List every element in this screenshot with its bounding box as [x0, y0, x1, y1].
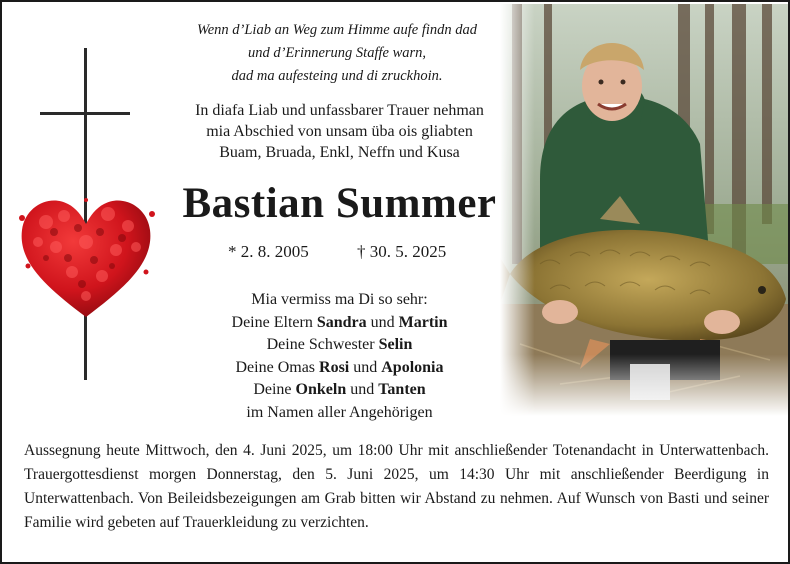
mourners-list	[152, 289, 527, 424]
mourners-closing: im Namen aller Angehörigen	[246, 403, 433, 421]
intro-text	[152, 100, 527, 163]
mourner-line	[152, 334, 527, 357]
mourner-conjunction: und	[346, 381, 379, 398]
mourners-intro: Mia vermiss ma Di so sehr:	[251, 291, 428, 308]
death-date: † 30. 5. 2025	[357, 242, 447, 261]
mourner-name: Sandra	[316, 313, 367, 331]
poem-line: Wenn d’Liab an Weg zum Himme aufe findn dad	[196, 22, 478, 38]
mourner-prefix: Deine Omas	[235, 358, 320, 376]
intro-line: Buam, Bruada, Enkl, Neffn und Kusa	[219, 144, 460, 161]
service-announcement: Aussegnung heute Mittwoch, den 4. Juni 2025, um 18:00 Uhr mit anschließender Totenandacht in Unterwattenbach. Trauergottesdienst morgen Donnerstag, den 5. Juni 2025, um 14:30 Uhr mit anschließender Beerdigung in Unterwattenbach. Von Beileidsbezeigungen am Grab bitten wir Abstand zu nehmen. Auf Wunsch von Basti und seiner Familie wird gebeten auf Trauerkleidung zu verzichten.	[24, 442, 769, 531]
mourner-name: Selin	[378, 336, 413, 353]
cross-bar	[40, 112, 130, 115]
mourner-name: Onkeln	[295, 381, 347, 398]
mourner-name: Tanten	[378, 381, 426, 398]
mourner-name: Rosi	[319, 358, 350, 376]
mourner-prefix: Deine Schwester	[266, 336, 379, 353]
intro-line: In diafa Liab und unfassbarer Trauer nehman	[195, 102, 484, 119]
mourner-name: Apolonia	[381, 358, 444, 376]
mourner-name: Martin	[398, 313, 448, 331]
intro-line: mia Abschied von unsam üba ois gliabten	[206, 123, 473, 140]
mourner-conjunction: und	[349, 358, 382, 376]
poem	[152, 19, 522, 88]
poem-line: dad ma aufesteing und di zruckhoin.	[231, 68, 443, 84]
mourner-line	[152, 357, 527, 380]
mourner-line	[152, 379, 527, 402]
portrait-photo	[500, 4, 788, 416]
deceased-name: Bastian Summer	[182, 180, 497, 227]
poem-line: und d’Erinnerung Staffe warn,	[247, 45, 427, 61]
birth-date: * 2. 8. 2005	[228, 242, 309, 261]
mourner-prefix: Deine Eltern	[231, 313, 317, 331]
heart-icon	[16, 192, 156, 322]
mourner-conjunction: und	[366, 313, 399, 331]
mourner-prefix: Deine	[253, 381, 296, 398]
mourner-line	[152, 312, 527, 335]
